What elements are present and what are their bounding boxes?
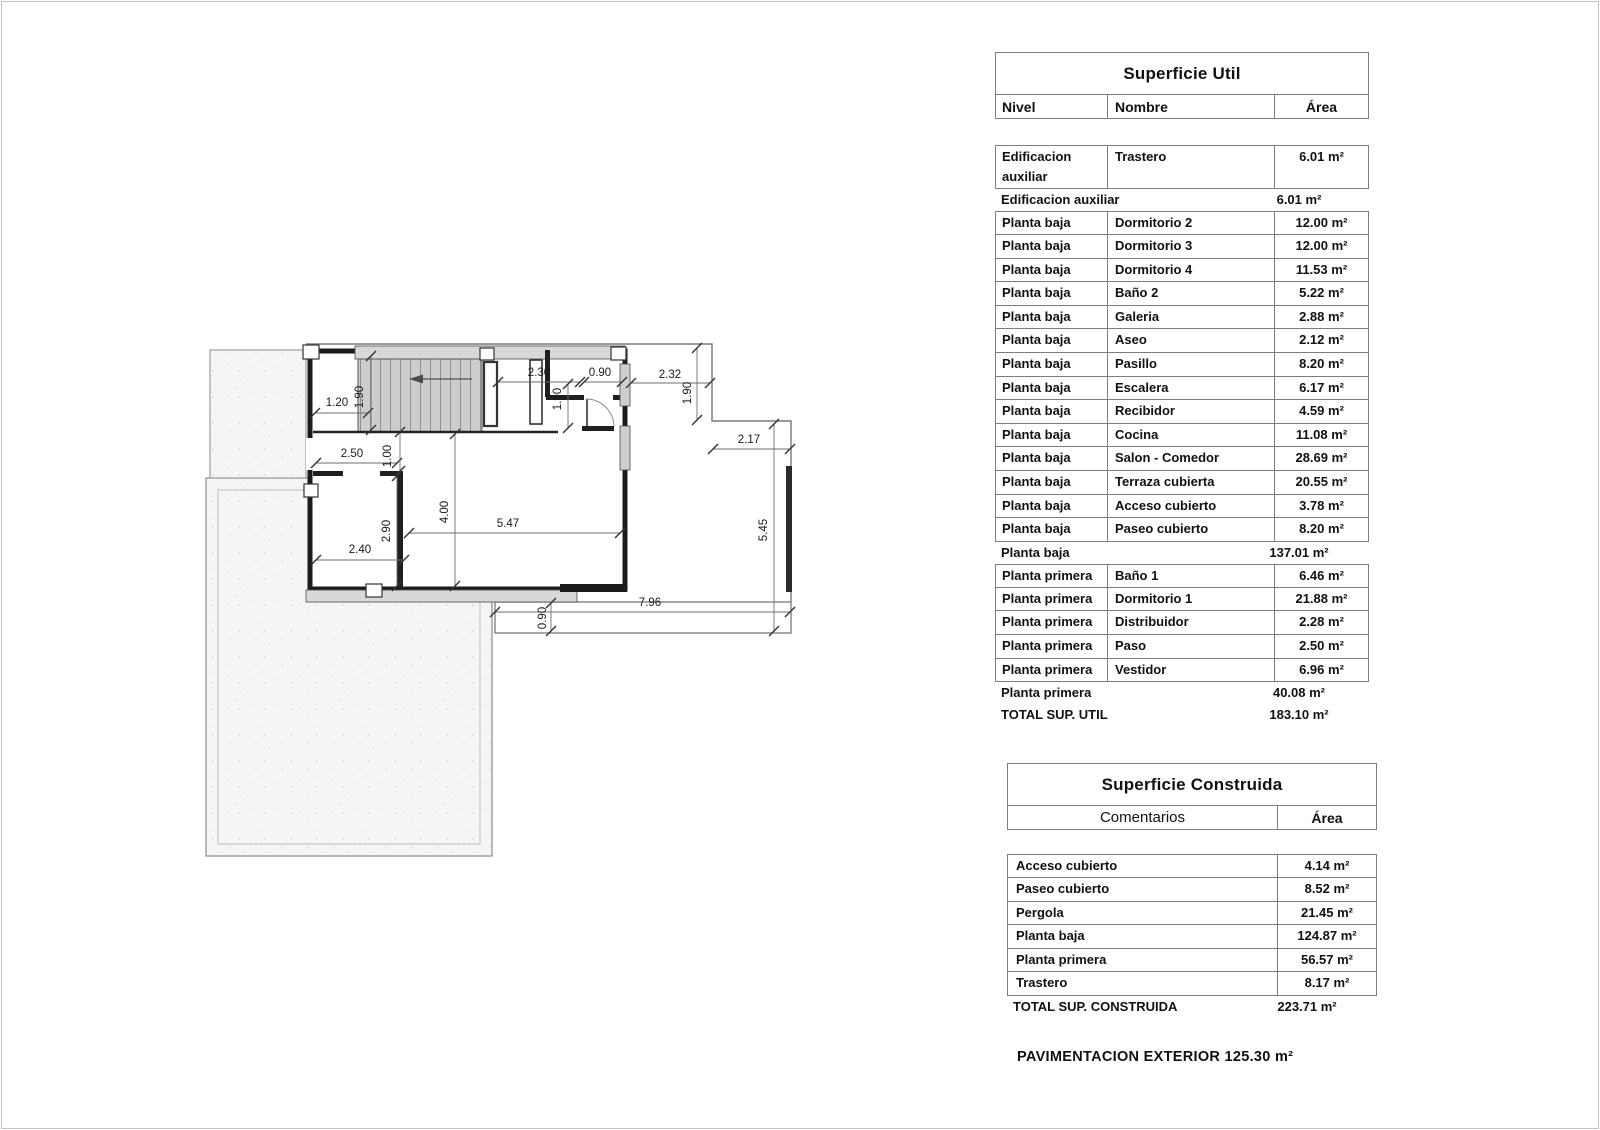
cell-area: 40.08 m²: [1272, 685, 1326, 701]
cell-comentario: Pergola: [1016, 904, 1064, 920]
superficie-util-title: Superficie Util: [1123, 63, 1241, 83]
cell-nivel: Planta baja: [1002, 238, 1071, 253]
table-row: [1007, 878, 1377, 902]
table-row: [995, 471, 1369, 495]
cell-nombre: Dormitorio 3: [1107, 235, 1274, 258]
superficie-util-header: [995, 52, 1369, 119]
cell-nivel: Planta baja: [1002, 332, 1071, 348]
cell-nombre: Dormitorio 2: [1107, 212, 1274, 234]
cell-area: 12.00 m²: [1274, 212, 1368, 234]
cell-nombre: Galeria: [1107, 306, 1274, 329]
dimension-label: 2.32: [658, 369, 682, 381]
cell-area: 28.69 m²: [1274, 447, 1368, 470]
cell-area: 5.22 m²: [1274, 282, 1368, 305]
floor-plan-drawing: [195, 336, 1000, 884]
table-row: [1007, 854, 1377, 878]
dimension-label: 5.47: [496, 518, 520, 530]
table-row: [1007, 972, 1377, 996]
cell-area: 6.01 m²: [1276, 192, 1322, 207]
cell-area: 56.57 m²: [1277, 949, 1376, 972]
table-row: [995, 495, 1369, 519]
cell-area: 183.10 m²: [1269, 707, 1329, 723]
cell-comentario: Trastero: [1016, 975, 1068, 991]
cell-nombre: Paso: [1107, 635, 1274, 658]
cell-area: 8.52 m²: [1277, 878, 1376, 901]
cell-comentario: Paseo cubierto: [1016, 881, 1110, 896]
cell-nombre: Recibidor: [1107, 400, 1274, 423]
pavimentacion-value: 125.30 m²: [1224, 1049, 1294, 1065]
cell-area: 20.55 m²: [1274, 471, 1368, 494]
superficie-construida-table: [1007, 763, 1377, 1020]
cell-nombre: Aseo: [1107, 329, 1274, 352]
table-row: [995, 400, 1369, 424]
cell-area: 2.28 m²: [1274, 611, 1368, 634]
cell-nivel: Edificacion auxiliar: [1001, 192, 1120, 207]
cell-area: 8.17 m²: [1277, 972, 1376, 995]
cell-area: 8.20 m²: [1274, 518, 1368, 541]
table-row: [995, 306, 1369, 330]
table-row: [995, 704, 1369, 726]
table-row: [995, 329, 1369, 353]
cell-nivel: Planta baja: [1002, 426, 1071, 442]
column-header-comentarios: Comentarios: [1099, 809, 1186, 826]
table-row: [1007, 949, 1377, 973]
cell-nivel: Planta primera: [1001, 685, 1092, 701]
cell-nivel: Edificacion auxiliar: [1002, 149, 1072, 184]
dimension-label: 2.90: [381, 519, 393, 543]
cell-comentario: Acceso cubierto: [1016, 858, 1118, 873]
total-area: 223.71 m²: [1277, 998, 1337, 1014]
table-row: [995, 282, 1369, 306]
table-row: [995, 588, 1369, 612]
cell-nombre: Dormitorio 1: [1107, 588, 1274, 611]
dimension-label: 5.45: [758, 518, 770, 542]
table-row: [995, 211, 1369, 235]
superficie-construida-rows: [1007, 854, 1377, 996]
cell-area: 21.88 m²: [1274, 588, 1368, 611]
table-row: [995, 564, 1369, 588]
dimension-label: 2.40: [348, 544, 372, 556]
side-paving-strip: [210, 350, 306, 478]
column-header-area: Área: [1274, 95, 1368, 118]
dimension-label: 1.20: [325, 397, 349, 409]
superficie-construida-title: Superficie Construida: [1101, 774, 1283, 794]
table-row: [995, 424, 1369, 448]
cell-nombre: Paseo cubierto: [1107, 518, 1274, 541]
cell-area: 4.59 m²: [1274, 400, 1368, 423]
cell-comentario: Planta primera: [1016, 951, 1107, 967]
cell-area: 4.14 m²: [1277, 855, 1376, 877]
cell-area: 137.01 m²: [1269, 544, 1329, 560]
bottom-wall-band: [306, 590, 577, 602]
dimension-label: 1.00: [382, 444, 394, 468]
cell-nivel: Planta baja: [1002, 285, 1071, 301]
cell-nivel: Planta primera: [1002, 567, 1093, 583]
table-row: [995, 659, 1369, 683]
cell-area: 11.53 m²: [1274, 259, 1368, 282]
cell-nombre: Escalera: [1107, 377, 1274, 400]
table-row: [995, 353, 1369, 377]
terrace-side-wall: [786, 466, 792, 592]
cell-nivel: Planta baja: [1002, 403, 1071, 419]
column-header-area: Área: [1277, 806, 1376, 829]
dimension-label: 7.96: [638, 597, 662, 609]
cell-area: 8.20 m²: [1274, 353, 1368, 376]
cell-area: 6.17 m²: [1274, 377, 1368, 400]
dimension-label: 2.30: [527, 367, 551, 379]
cell-nivel: Planta baja: [1002, 355, 1071, 371]
dimension-label: 4.00: [439, 500, 451, 524]
cell-nombre: Cocina: [1107, 424, 1274, 447]
cell-area: 2.12 m²: [1274, 329, 1368, 352]
table-row: [995, 189, 1369, 211]
superficie-util-rows: [995, 145, 1369, 726]
cell-area: 6.96 m²: [1274, 659, 1368, 682]
superficie-util-table: [995, 52, 1369, 726]
cell-nivel: Planta baja: [1002, 379, 1071, 395]
stair-rail: [484, 362, 497, 426]
table-row: [995, 635, 1369, 659]
cell-area: 21.45 m²: [1277, 902, 1376, 925]
cell-area: 3.78 m²: [1274, 495, 1368, 518]
cell-area: 12.00 m²: [1274, 235, 1368, 258]
cell-nombre: Acceso cubierto: [1107, 495, 1274, 518]
cell-nombre: Salon - Comedor: [1107, 447, 1274, 470]
cell-nombre: Terraza cubierta: [1107, 471, 1274, 494]
cell-area: 6.46 m²: [1274, 565, 1368, 587]
dimension-label: 0.90: [537, 606, 549, 630]
dimension-label: 1.90: [552, 387, 564, 411]
column-header-nombre: Nombre: [1107, 95, 1274, 118]
table-row: [995, 542, 1369, 564]
column-header-nivel: Nivel: [1002, 98, 1036, 115]
cell-nivel: Planta primera: [1002, 590, 1093, 606]
pavimentacion-label: PAVIMENTACION EXTERIOR: [1017, 1049, 1221, 1065]
total-construida-row: [1007, 996, 1377, 1020]
cell-nombre: Distribuidor: [1107, 611, 1274, 634]
cell-nivel: Planta primera: [1002, 637, 1093, 653]
table-row: [1007, 902, 1377, 926]
table-row: [995, 377, 1369, 401]
cell-nombre: Vestidor: [1107, 659, 1274, 682]
table-row: [995, 682, 1369, 704]
table-row: [995, 447, 1369, 471]
cell-area: 6.01 m²: [1274, 146, 1368, 188]
cell-nivel: Planta baja: [1002, 450, 1071, 466]
dimension-label: 1.90: [682, 381, 694, 405]
table-row: [995, 235, 1369, 259]
cell-area: 11.08 m²: [1274, 424, 1368, 447]
cell-nivel: TOTAL SUP. UTIL: [1001, 707, 1108, 723]
cell-nombre: Dormitorio 4: [1107, 259, 1274, 282]
cell-nivel: Planta baja: [1001, 544, 1070, 560]
dimension-label: 2.17: [737, 434, 761, 446]
dimension-label: 2.50: [340, 448, 364, 460]
table-row: [995, 145, 1369, 189]
cell-nivel: Planta primera: [1002, 661, 1093, 677]
total-label: TOTAL SUP. CONSTRUIDA: [1013, 998, 1178, 1014]
dimension-label: 0.90: [588, 367, 612, 379]
cell-nombre: Pasillo: [1107, 353, 1274, 376]
cell-comentario: Planta baja: [1016, 928, 1085, 944]
table-row: [995, 611, 1369, 635]
superficie-construida-header: [1007, 763, 1377, 830]
table-row: [995, 259, 1369, 283]
cell-area: 2.88 m²: [1274, 306, 1368, 329]
cell-nivel: Planta primera: [1002, 614, 1093, 630]
cell-nombre: Baño 2: [1107, 282, 1274, 305]
cell-nivel: Planta baja: [1002, 261, 1071, 277]
cell-area: 124.87 m²: [1277, 925, 1376, 948]
cell-nivel: Planta baja: [1002, 215, 1071, 230]
table-row: [995, 518, 1369, 542]
cell-nivel: Planta baja: [1002, 521, 1071, 537]
table-row: [1007, 925, 1377, 949]
pavimentacion-exterior-note: [1017, 1049, 1293, 1065]
dimension-label: 1.90: [354, 385, 366, 409]
cell-nombre: Baño 1: [1107, 565, 1274, 587]
cell-nombre: Trastero: [1107, 146, 1274, 188]
cell-area: 2.50 m²: [1274, 635, 1368, 658]
cell-nivel: Planta baja: [1002, 473, 1071, 489]
cell-nivel: Planta baja: [1002, 497, 1071, 513]
cell-nivel: Planta baja: [1002, 308, 1071, 324]
